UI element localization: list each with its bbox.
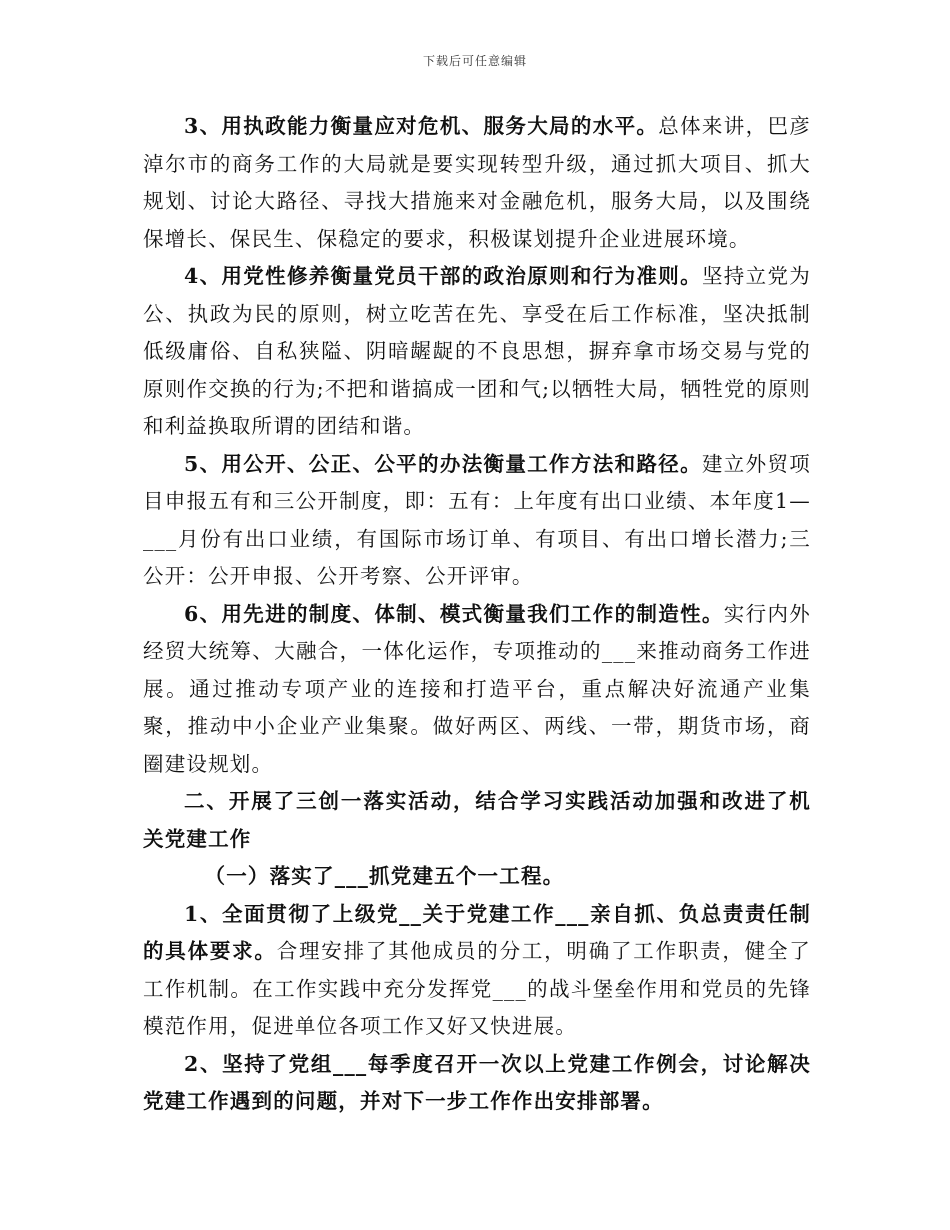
paragraph-item-1	[143, 896, 811, 1046]
subsection-heading-1	[143, 858, 811, 896]
paragraph-item-6	[143, 596, 811, 784]
paragraph-item-5	[143, 446, 811, 596]
section-heading-text: 二、开展了三创一落实活动，结合学习实践活动加强和改进了机关党建工作	[143, 789, 811, 851]
paragraph-text: 总体来讲，巴彦淖尔市的商务工作的大局就是要实现转型升级，通过抓大项目、抓大规划、讨论大路径、寻找大措施来对金融危机，服务大局，以及围绕保增长、保民生、保稳定的要求，积极谋划提升企业进展环境。	[143, 114, 811, 251]
paragraph-text: 实行内外经贸大统筹、大融合，一体化运作，专项推动的___来推动商务工作进展。通过推动专项产业的连接和打造平台，重点解决好流通产业集聚，推动中小企业产业集聚。做好两区、两线、一带，期货市场，商圈建设规划。	[143, 601, 811, 776]
paragraph-heading: 5、用公开、公正、公平的办法衡量工作方法和路径。	[184, 451, 702, 476]
paragraph-item-4	[143, 258, 811, 446]
paragraph-item-2	[143, 1046, 811, 1121]
document-body	[143, 108, 811, 1121]
paragraph-text: 坚持立党为公、执政为民的原则，树立吃苦在先、享受在后工作标准，坚决抵制低级庸俗、自私狭隘、阴暗龌龊的不良思想，摒弃拿市场交易与党的原则作交换的行为;不把和谐搞成一团和气;以牺牲大局，牺牲党的原则和利益换取所谓的团结和谐。	[143, 264, 811, 438]
paragraph-heading: 6、用先进的制度、体制、模式衡量我们工作的制造性。	[184, 601, 724, 626]
paragraph-heading: 3、用执政能力衡量应对危机、服务大局的水平。	[184, 114, 659, 138]
paragraph-text: 合理安排了其他成员的分工，明确了工作职责，健全了工作机制。在工作实践中充分发挥党___的战斗堡垒作用和党员的先锋模范作用，促进单位各项工作又好又快进展。	[143, 939, 811, 1038]
paragraph-item-3	[143, 108, 811, 258]
subsection-heading-text: （一）落实了___抓党建五个一工程。	[204, 864, 565, 888]
section-heading-2	[143, 783, 811, 858]
page-header: 下载后可任意编辑	[422, 54, 527, 68]
paragraph-text: 建立外贸项目申报五有和三公开制度，即：五有：上年度有出口业绩、本年度1—___月份有出口业绩，有国际市场订单、有项目、有出口增长潜力;三公开：公开申报、公开考察、公开评审。	[143, 451, 811, 588]
paragraph-heading: 1、全面贯彻了上级党__关于党建工作___亲自抓、负总责责任制的具体要求。	[143, 901, 811, 963]
paragraph-heading: 4、用党性修养衡量党员干部的政治原则和行为准则。	[184, 264, 702, 288]
paragraph-heading: 2、坚持了党组___每季度召开一次以上党建工作例会，讨论解决党建工作遇到的问题，并对下一步工作作出安排部署。	[143, 1051, 811, 1113]
